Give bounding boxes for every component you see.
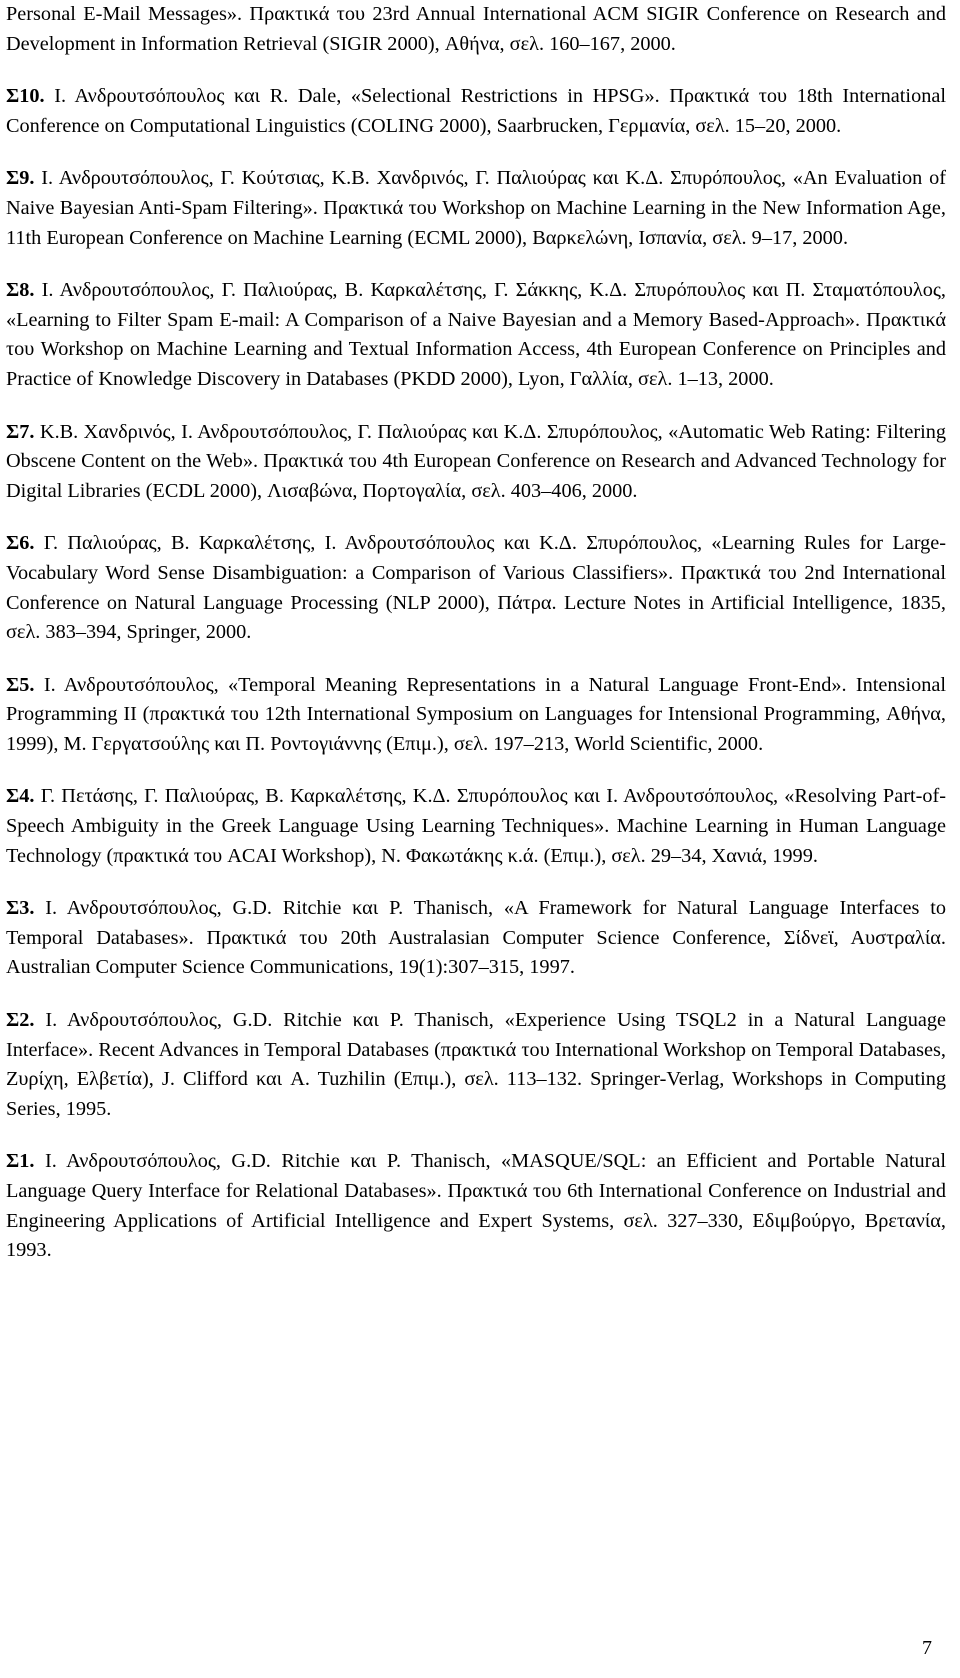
reference-text: Γ. Παλιούρας, Β. Καρκαλέτσης, Ι. Ανδρουτσόπουλος και Κ.Δ. Σπυρόπουλος, «Learning Rules for Large-Vocabulary Word Sense Disambiguation: a Comparison of Various Classifiers». Πρακτικά του 2nd International Conference on Natural Language Processing (NLP 2000), Πάτρα. Lecture Notes in Artificial Intelligence, 1835, σελ. 383–394, Springer, 2000. <box>6 532 946 644</box>
reference-entry-s3 <box>6 894 946 983</box>
reference-text: Ι. Ανδρουτσόπουλος, G.D. Ritchie και P. Thanisch, «MASQUE/SQL: an Efficient and Portable Natural Language Query Interface for Relational Databases». Πρακτικά του 6th International Conference on Industrial and Engineering Applications of Artificial Intelligence and Expert Systems, σελ. 327–330, Εδιμβούργο, Βρετανία, 1993. <box>6 1150 946 1262</box>
references-list <box>6 0 946 1289</box>
reference-code: Σ3. <box>6 897 35 920</box>
reference-code: Σ9. <box>6 167 35 190</box>
reference-code: Σ6. <box>6 532 35 555</box>
reference-entry-s10 <box>6 82 946 141</box>
reference-code: Σ4. <box>6 785 35 808</box>
reference-code: Σ2. <box>6 1009 35 1032</box>
reference-text: Ι. Ανδρουτσόπουλος και R. Dale, «Selectional Restrictions in HPSG». Πρακτικά του 18th International Conference on Computational Linguistics (COLING 2000), Saarbrucken, Γερμανία, σελ. 15–20, 2000. <box>6 85 946 137</box>
reference-text: Ι. Ανδρουτσόπουλος, «Temporal Meaning Representations in a Natural Language Front-End». Intensional Programming II (πρακτικά του 12th International Symposium on Languages for Intensional Programming, Αθήνα, 1999), Μ. Γεργατσούλης και Π. Ροντογιάννης (Επιμ.), σελ. 197–213, World Scientific, 2000. <box>6 673 946 755</box>
reference-entry-s1 <box>6 1147 946 1265</box>
reference-entry-continued <box>6 0 946 59</box>
reference-text: Γ. Πετάσης, Γ. Παλιούρας, Β. Καρκαλέτσης, Κ.Δ. Σπυρόπουλος και Ι. Ανδρουτσόπουλος, «Resolving Part-of-Speech Ambiguity in the Greek Language Using Learning Techniques». Machine Learning in Human Language Technology (πρακτικά του ACAI Workshop), Ν. Φακωτάκης κ.ά. (Επιμ.), σελ. 29–34, Χανιά, 1999. <box>6 785 946 867</box>
reference-entry-s8 <box>6 276 946 394</box>
reference-text: Ι. Ανδρουτσόπουλος, Γ. Παλιούρας, Β. Καρκαλέτσης, Γ. Σάκκης, Κ.Δ. Σπυρόπουλος και Π. Σταματόπουλος, «Learning to Filter Spam E-mail: A Comparison of a Naive Bayesian and a Memory Based-Approach». Πρακτικά του Workshop on Machine Learning and Textual Information Access, 4th European Conference on Principles and Practice of Knowledge Discovery in Databases (PKDD 2000), Lyon, Γαλλία, σελ. 1–13, 2000. <box>6 279 946 390</box>
reference-entry-s6 <box>6 529 946 647</box>
reference-entry-s7 <box>6 418 946 507</box>
reference-entry-s9 <box>6 164 946 253</box>
reference-entry-s4 <box>6 782 946 871</box>
reference-text: Personal E-Mail Messages». Πρακτικά του 23rd Annual International ACM SIGIR Conference on Research and Development in Information Retrieval (SIGIR 2000), Αθήνα, σελ. 160–167, 2000. <box>6 3 946 55</box>
reference-code: Σ10. <box>6 85 45 108</box>
reference-text: Κ.Β. Χανδρινός, Ι. Ανδρουτσόπουλος, Γ. Παλιούρας και Κ.Δ. Σπυρόπουλος, «Automatic Web Rating: Filtering Obscene Content on the Web». Πρακτικά του 4th European Conference on Research and Advanced Technology for Digital Libraries (ECDL 2000), Λισαβώνα, Πορτογαλία, σελ. 403–406, 2000. <box>6 420 946 502</box>
reference-text: Ι. Ανδρουτσόπουλος, G.D. Ritchie και P. Thanisch, «Experience Using TSQL2 in a Natural Language Interface». Recent Advances in Temporal Databases (πρακτικά του International Workshop on Temporal Databases, Ζυρίχη, Ελβετία), J. Clifford και A. Tuzhilin (Επιμ.), σελ. 113–132. Springer-Verlag, Workshops in Computing Series, 1995. <box>6 1009 946 1120</box>
reference-code: Σ8. <box>6 279 35 302</box>
reference-entry-s5 <box>6 671 946 760</box>
reference-code: Σ5. <box>6 673 35 696</box>
reference-code: Σ7. <box>6 420 35 443</box>
page-number: 7 <box>922 1637 932 1659</box>
reference-code: Σ1. <box>6 1150 35 1173</box>
reference-text: Ι. Ανδρουτσόπουλος, Γ. Κούτσιας, Κ.Β. Χανδρινός, Γ. Παλιούρας και Κ.Δ. Σπυρόπουλος, «An Evaluation of Naive Bayesian Anti-Spam Filtering». Πρακτικά του Workshop on Machine Learning in the New Information Age, 11th European Conference on Machine Learning (ECML 2000), Βαρκελώνη, Ισπανία, σελ. 9–17, 2000. <box>6 167 946 249</box>
reference-entry-s2 <box>6 1006 946 1124</box>
reference-text: Ι. Ανδρουτσόπουλος, G.D. Ritchie και P. Thanisch, «A Framework for Natural Language Interfaces to Temporal Databases». Πρακτικά του 20th Australasian Computer Science Conference, Σίδνεϊ, Αυστραλία. Australian Computer Science Communications, 19(1):307–315, 1997. <box>6 897 946 979</box>
